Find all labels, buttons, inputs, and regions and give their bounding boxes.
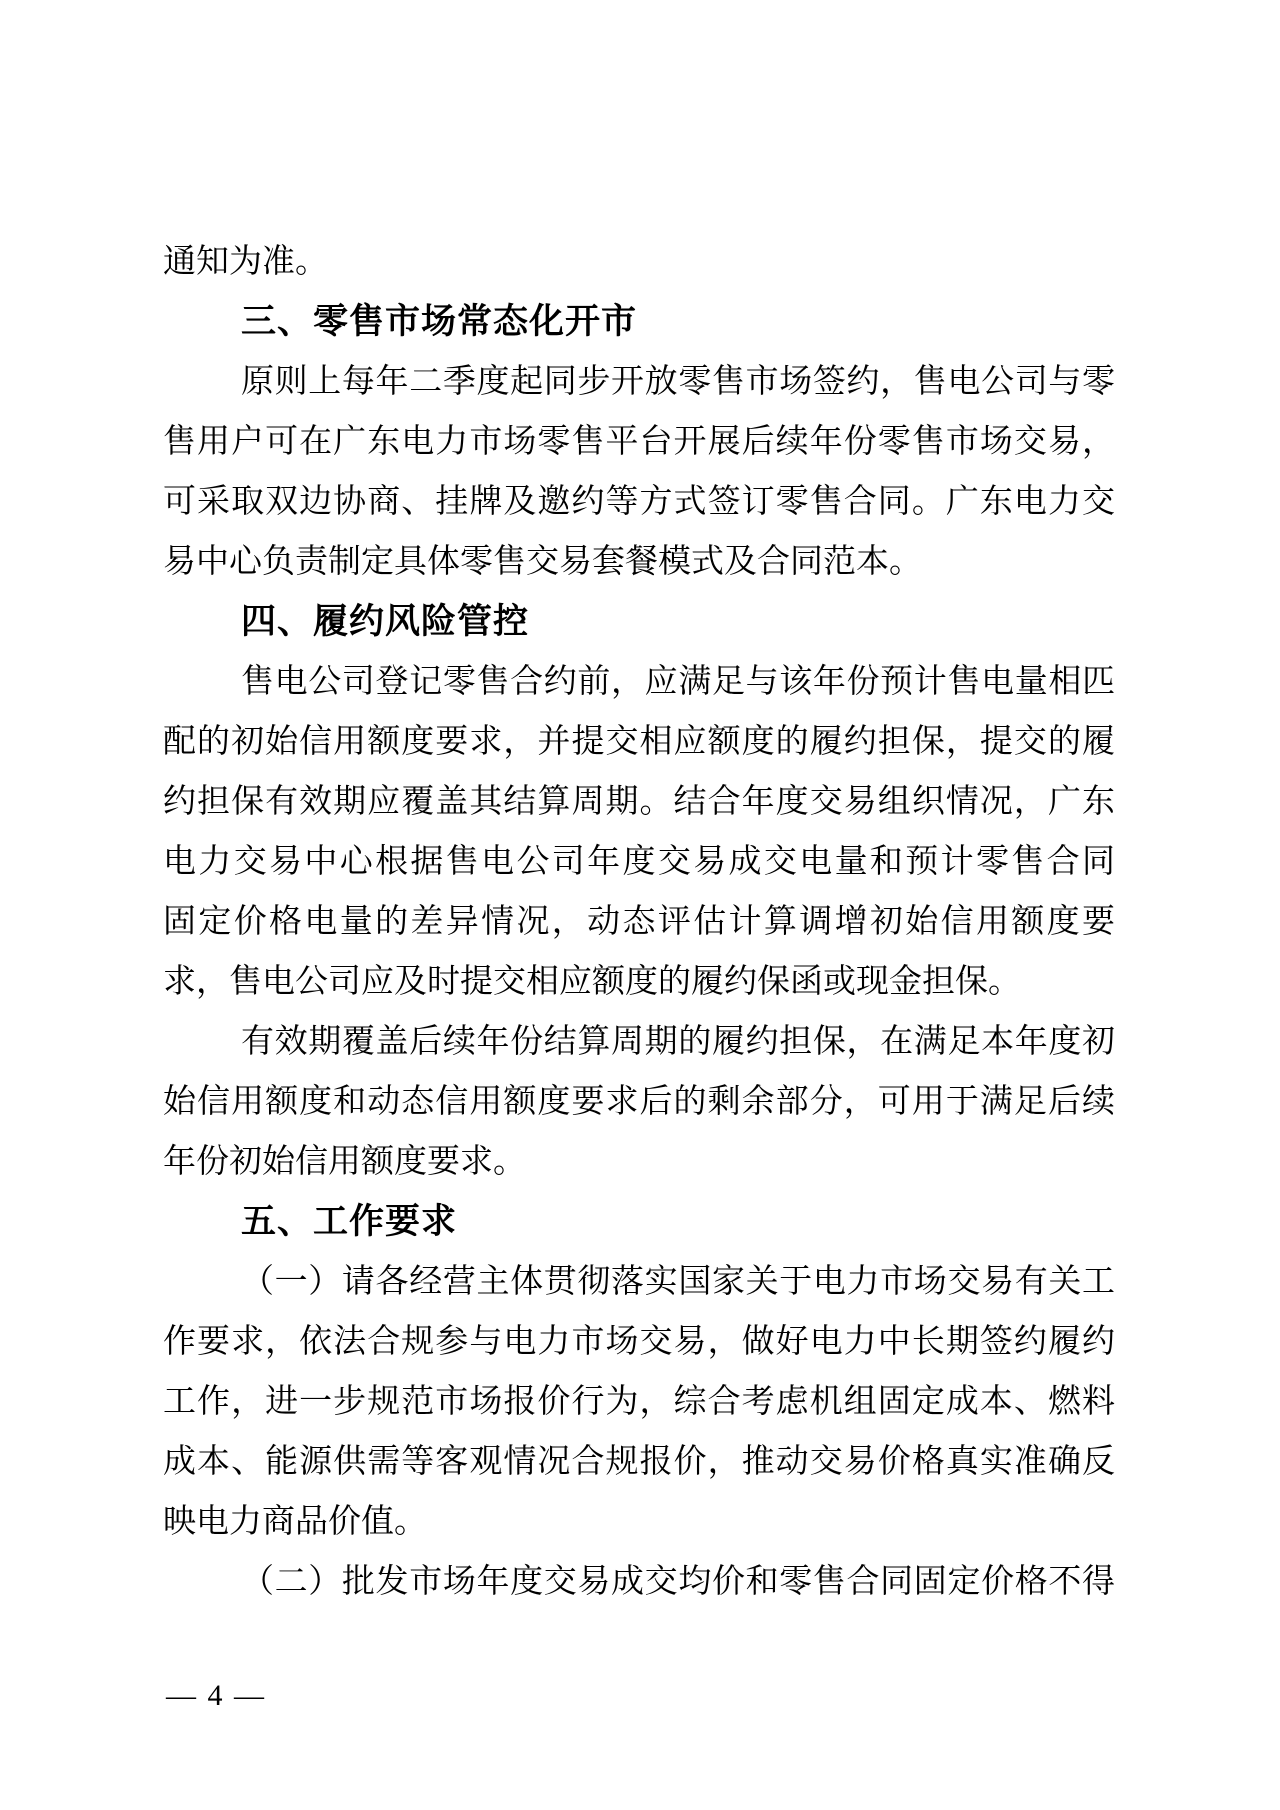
paragraph-line: 成本、能源供需等客观情况合规报价，推动交易价格真实准确反 — [163, 1444, 1115, 1480]
paragraph-continuation-line: 通知为准。 — [163, 244, 328, 280]
paragraph-line: 映电力商品价值。 — [163, 1504, 427, 1540]
paragraph-line: 始信用额度和动态信用额度要求后的剩余部分，可用于满足后续 — [163, 1084, 1115, 1120]
paragraph-line: 固定价格电量的差异情况，动态评估计算调增初始信用额度要 — [163, 904, 1115, 940]
paragraph-line: 配的初始信用额度要求，并提交相应额度的履约担保，提交的履 — [163, 724, 1115, 760]
paragraph-line: 售电公司登记零售合约前，应满足与该年份预计售电量相匹 — [241, 664, 1115, 700]
paragraph-line: 作要求，依法合规参与电力市场交易，做好电力中长期签约履约 — [163, 1324, 1115, 1360]
page-number: — 4 — — [166, 1679, 266, 1712]
paragraph-line: 原则上每年二季度起同步开放零售市场签约，售电公司与零 — [241, 364, 1115, 400]
paragraph-line: （一）请各经营主体贯彻落实国家关于电力市场交易有关工 — [241, 1264, 1115, 1300]
paragraph-line: 售用户可在广东电力市场零售平台开展后续年份零售市场交易， — [163, 424, 1115, 460]
paragraph-line: （二）批发市场年度交易成交均价和零售合同固定价格不得 — [241, 1564, 1115, 1600]
paragraph-line: 有效期覆盖后续年份结算周期的履约担保，在满足本年度初 — [241, 1024, 1115, 1060]
section-heading-3: 三、零售市场常态化开市 — [241, 302, 638, 341]
section-heading-4: 四、履约风险管控 — [241, 602, 530, 641]
document-body — [163, 232, 1115, 1612]
paragraph-line: 约担保有效期应覆盖其结算周期。结合年度交易组织情况，广东 — [163, 784, 1115, 820]
section-heading-5: 五、工作要求 — [241, 1202, 458, 1241]
paragraph-line: 电力交易中心根据售电公司年度交易成交电量和预计零售合同 — [163, 844, 1115, 880]
paragraph-line: 求，售电公司应及时提交相应额度的履约保函或现金担保。 — [163, 964, 1021, 1000]
paragraph-line: 年份初始信用额度要求。 — [163, 1144, 526, 1180]
paragraph-line: 可采取双边协商、挂牌及邀约等方式签订零售合同。广东电力交 — [163, 484, 1115, 520]
paragraph-line: 易中心负责制定具体零售交易套餐模式及合同范本。 — [163, 544, 922, 580]
paragraph-line: 工作，进一步规范市场报价行为，综合考虑机组固定成本、燃料 — [163, 1384, 1115, 1420]
